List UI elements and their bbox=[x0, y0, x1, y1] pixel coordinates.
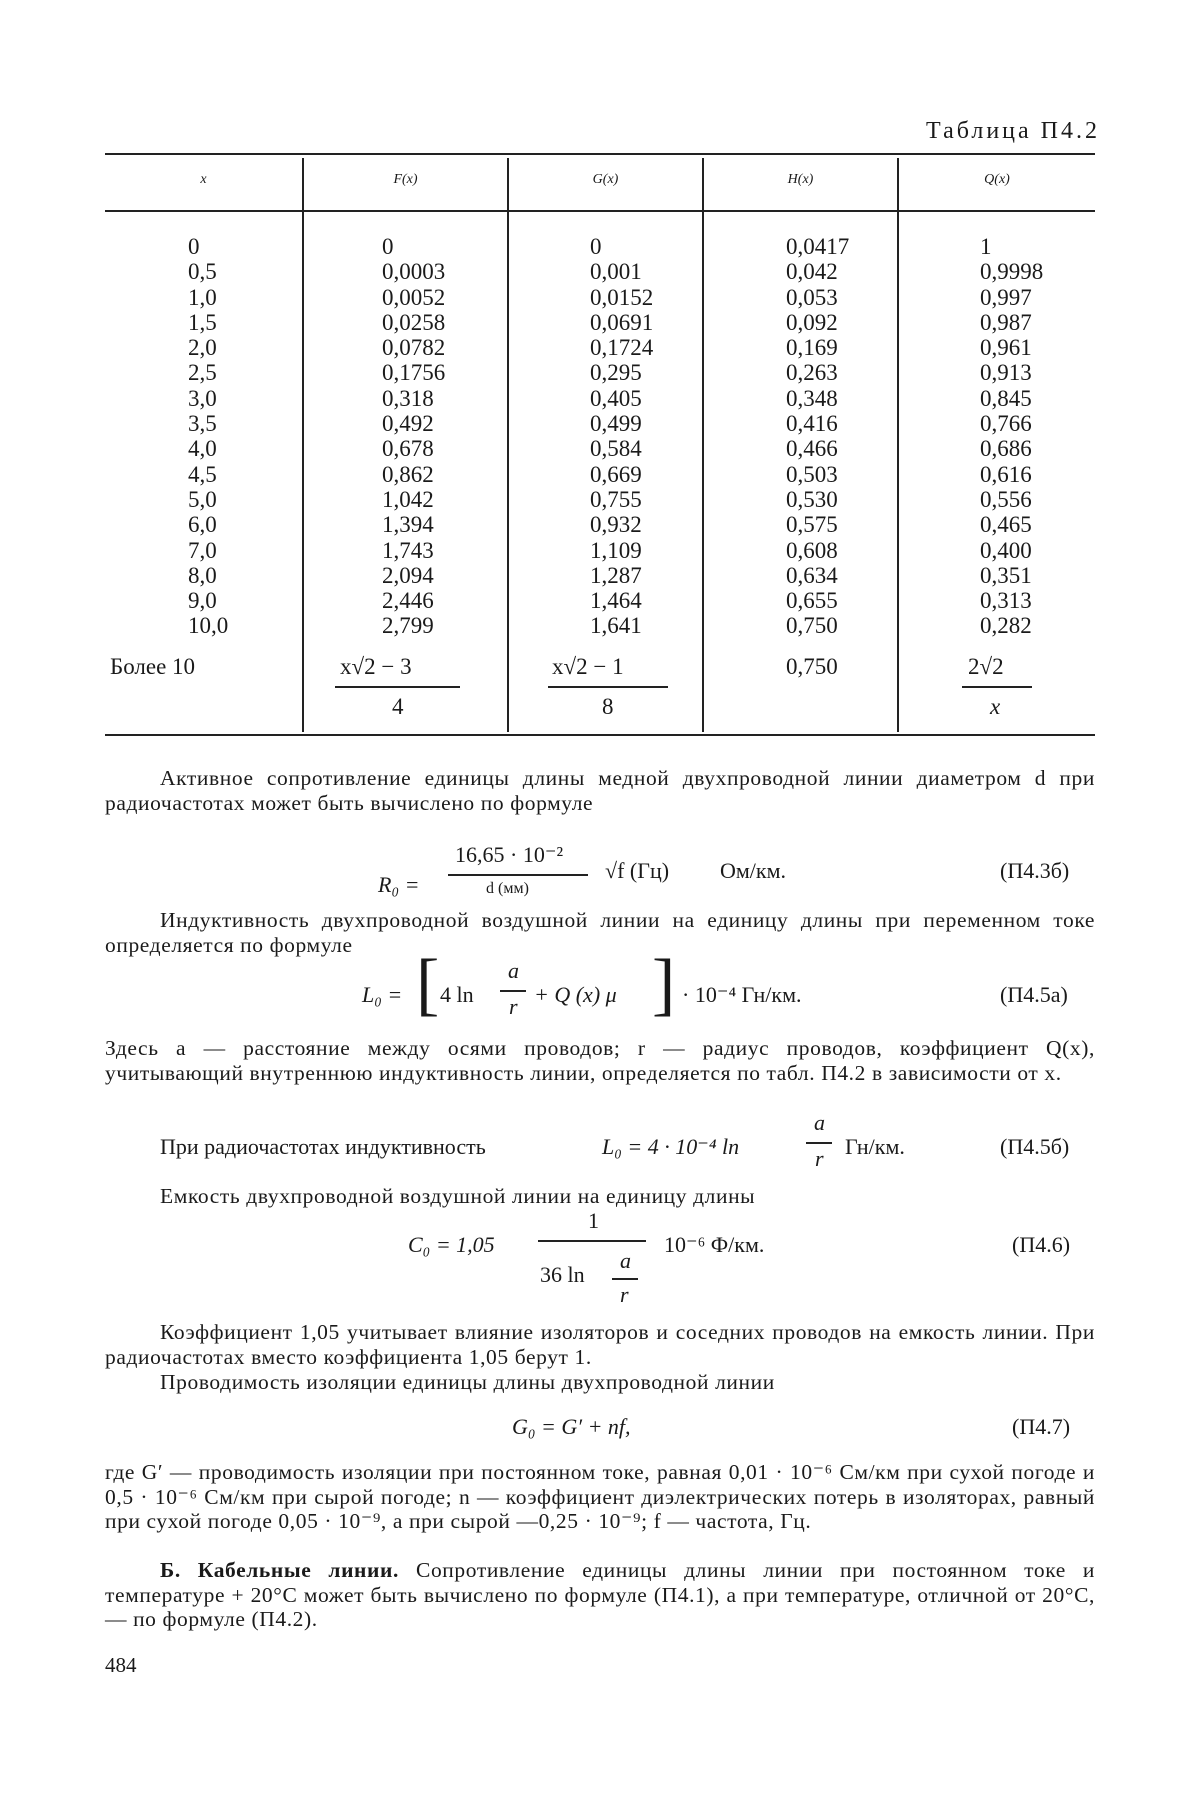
table-bottom-rule bbox=[105, 734, 1095, 736]
table-cell: 0,405 bbox=[590, 386, 653, 411]
formula-5a-right-bracket: ] bbox=[652, 950, 675, 1020]
table-cell: 1,287 bbox=[590, 563, 653, 588]
formula-6-denominator: 36 ln bbox=[540, 1262, 585, 1288]
formula-7-number: (П4.7) bbox=[1012, 1414, 1070, 1440]
table-cell: 6,0 bbox=[188, 512, 228, 537]
table-cell: 0,042 bbox=[786, 259, 849, 284]
table-cell: 0 bbox=[590, 234, 653, 259]
table-cell: 0,634 bbox=[786, 563, 849, 588]
table-cell: 0,503 bbox=[786, 462, 849, 487]
table-cell: 0,0052 bbox=[382, 285, 445, 310]
table-cell: 0,1724 bbox=[590, 335, 653, 360]
table-cell: 0,1756 bbox=[382, 360, 445, 385]
more-Q-denominator: x bbox=[990, 694, 1000, 720]
table-cell: 4,5 bbox=[188, 462, 228, 487]
table-cell: 0,961 bbox=[980, 335, 1043, 360]
column-G bbox=[590, 234, 653, 639]
table-cell: 0 bbox=[188, 234, 228, 259]
formula-5a-unit: · 10⁻⁴ Гн/км. bbox=[682, 982, 802, 1008]
table-cell: 0,530 bbox=[786, 487, 849, 512]
formula-5a-lhs: L₀ = bbox=[362, 982, 402, 1008]
formula-5a-ln: 4 ln bbox=[440, 982, 474, 1008]
formula-6-lhs: C₀ = 1,05 bbox=[408, 1232, 495, 1258]
formula-5a-fraction-bar bbox=[500, 990, 526, 992]
column-F bbox=[382, 234, 445, 639]
table-cell: 0,001 bbox=[590, 259, 653, 284]
formula-6-fraction-bar bbox=[538, 1240, 646, 1242]
formula-5b-lhs: L₀ = 4 · 10⁻⁴ ln bbox=[602, 1134, 739, 1160]
table-cell: 0,0417 bbox=[786, 234, 849, 259]
section-heading-cable: Б. Кабельные линии. bbox=[160, 1558, 399, 1582]
formula-5a-tail: + Q (x) μ bbox=[534, 982, 617, 1008]
table-cell: 2,0 bbox=[188, 335, 228, 360]
more-Q-fraction-bar bbox=[962, 686, 1032, 688]
table-cell: 1,394 bbox=[382, 512, 445, 537]
table-cell: 0,313 bbox=[980, 588, 1043, 613]
table-cell: 3,0 bbox=[188, 386, 228, 411]
table-cell: 2,5 bbox=[188, 360, 228, 385]
formula-5b-text: При радиочастотах индуктивность bbox=[160, 1134, 486, 1160]
header-x: x bbox=[105, 172, 302, 188]
formula-5b-fraction-bar bbox=[806, 1142, 832, 1144]
table-cell: 0,0258 bbox=[382, 310, 445, 335]
table-cell: 0,0691 bbox=[590, 310, 653, 335]
table-cell: 0 bbox=[382, 234, 445, 259]
formula-6-numerator: 1 bbox=[588, 1208, 599, 1234]
table-cell: 0,997 bbox=[980, 285, 1043, 310]
paragraph-definitions: Здесь a — расстояние между осями проводов; r — радиус проводов, коэффициент Q(x), учитывающий внутреннюю индуктивность линии, определяется по табл. П4.2 в зависимости от x. bbox=[105, 1036, 1095, 1085]
table-cell: 0,584 bbox=[590, 436, 653, 461]
paragraph-cable-text: Сопротивление единицы длины линии при постоянном токе и температуре + 20°С может быть вычислено по формуле (П4.1), а при температуре, отличной от 20°С, — по формуле (П4.2). bbox=[105, 1558, 1095, 1631]
table-col-divider bbox=[897, 158, 899, 732]
table-col-divider bbox=[702, 158, 704, 732]
table-cell: 0,987 bbox=[980, 310, 1043, 335]
table-cell: 1,743 bbox=[382, 538, 445, 563]
table-cell: 0,766 bbox=[980, 411, 1043, 436]
column-H bbox=[786, 234, 849, 639]
column-x bbox=[188, 234, 228, 639]
table-cell: 2,446 bbox=[382, 588, 445, 613]
table-cell: 1,5 bbox=[188, 310, 228, 335]
formula-5a-left-bracket: [ bbox=[416, 950, 439, 1020]
formula-36-fraction-bar bbox=[448, 874, 588, 876]
table-cell: 1,464 bbox=[590, 588, 653, 613]
column-Q bbox=[980, 234, 1043, 639]
table-cell: 0,9998 bbox=[980, 259, 1043, 284]
formula-36-unit: Ом/км. bbox=[720, 858, 786, 884]
table-top-rule bbox=[105, 153, 1095, 155]
header-Q: Q(x) bbox=[899, 172, 1095, 188]
table-cell: 0,263 bbox=[786, 360, 849, 385]
header-H: H(x) bbox=[704, 172, 897, 188]
table-cell: 0,750 bbox=[786, 613, 849, 638]
more-F-numerator: x√2 − 3 bbox=[340, 654, 412, 680]
paragraph-resistance: Активное сопротивление единицы длины медной двухпроводной линии диаметром d при радиочастотах может быть вычислено по формуле bbox=[105, 766, 1095, 815]
formula-6-a: a bbox=[620, 1248, 631, 1274]
formula-5a-number: (П4.5а) bbox=[1000, 982, 1068, 1008]
more-Q-numerator: 2√2 bbox=[968, 654, 1004, 680]
table-cell: 2,094 bbox=[382, 563, 445, 588]
table-cell: 7,0 bbox=[188, 538, 228, 563]
table-cell: 0,686 bbox=[980, 436, 1043, 461]
header-G: G(x) bbox=[509, 172, 702, 188]
table-cell: 5,0 bbox=[188, 487, 228, 512]
formula-36-denominator: d (мм) bbox=[486, 880, 529, 898]
header-F: F(x) bbox=[304, 172, 507, 188]
formula-6-inner-bar bbox=[612, 1278, 638, 1280]
formula-5b-r: r bbox=[815, 1146, 824, 1172]
table-cell: 0,400 bbox=[980, 538, 1043, 563]
table-col-divider bbox=[507, 158, 509, 732]
table-cell: 1,641 bbox=[590, 613, 653, 638]
table-cell: 0,169 bbox=[786, 335, 849, 360]
table-cell: 0,318 bbox=[382, 386, 445, 411]
table-cell: 0,092 bbox=[786, 310, 849, 335]
table-cell: 0,295 bbox=[590, 360, 653, 385]
table-cell: 0,575 bbox=[786, 512, 849, 537]
table-cell: 0,465 bbox=[980, 512, 1043, 537]
table-cell: 0,466 bbox=[786, 436, 849, 461]
formula-36-sqrt: √f (Гц) bbox=[605, 858, 669, 884]
table-cell: 8,0 bbox=[188, 563, 228, 588]
formula-5a-r: r bbox=[509, 994, 518, 1020]
table-cell: 0,678 bbox=[382, 436, 445, 461]
table-cell: 0,755 bbox=[590, 487, 653, 512]
paragraph-cable-lines bbox=[105, 1558, 1095, 1632]
page-number: 484 bbox=[105, 1653, 137, 1678]
more-G-numerator: x√2 − 1 bbox=[552, 654, 624, 680]
paragraph-conductance: Проводимость изоляции единицы длины двухпроводной линии bbox=[105, 1370, 1095, 1395]
table-header-rule bbox=[105, 210, 1095, 212]
more-F-denominator: 4 bbox=[392, 694, 404, 720]
table-cell: 0,862 bbox=[382, 462, 445, 487]
formula-5b-number: (П4.5б) bbox=[1000, 1134, 1069, 1160]
table-caption: Таблица П4.2 bbox=[820, 118, 1100, 145]
more-F-fraction-bar bbox=[335, 686, 460, 688]
formula-6-r: r bbox=[620, 1282, 629, 1308]
table-cell: 0,655 bbox=[786, 588, 849, 613]
more-G-denominator: 8 bbox=[602, 694, 614, 720]
more-G-fraction-bar bbox=[548, 686, 668, 688]
table-cell: 0,556 bbox=[980, 487, 1043, 512]
table-cell: 0,351 bbox=[980, 563, 1043, 588]
table-cell: 0,416 bbox=[786, 411, 849, 436]
table-cell: 3,5 bbox=[188, 411, 228, 436]
formula-5b-unit: Гн/км. bbox=[845, 1134, 905, 1160]
formula-6-unit: 10⁻⁶ Ф/км. bbox=[664, 1232, 764, 1258]
table-cell: 0,845 bbox=[980, 386, 1043, 411]
formula-36-lhs: R₀ = bbox=[378, 872, 419, 898]
table-cell: 0,5 bbox=[188, 259, 228, 284]
table-cell: 0,499 bbox=[590, 411, 653, 436]
more-label: Более 10 bbox=[110, 654, 195, 680]
table-cell: 2,799 bbox=[382, 613, 445, 638]
table-cell: 0,053 bbox=[786, 285, 849, 310]
paragraph-where: где G′ — проводимость изоляции при постоянном токе, равная 0,01 · 10⁻⁶ См/км при сухой погоде и 0,5 · 10⁻⁶ См/км при сырой погоде; n — коэффициент диэлектрических потерь в изоляторах, равный при сухой погоде 0,05 · 10⁻⁹, а при сырой —0,25 · 10⁻⁹; f — частота, Гц. bbox=[105, 1460, 1095, 1534]
paragraph-coefficient: Коэффициент 1,05 учитывает влияние изоляторов и соседних проводов на емкость линии. При радиочастотах вместо коэффициента 1,05 берут 1. bbox=[105, 1320, 1095, 1369]
more-H-value: 0,750 bbox=[786, 654, 838, 680]
table-cell: 1,042 bbox=[382, 487, 445, 512]
table-cell: 1,109 bbox=[590, 538, 653, 563]
formula-5b-a: a bbox=[814, 1110, 825, 1136]
formula-36-numerator: 16,65 · 10⁻² bbox=[455, 842, 563, 868]
table-cell: 0,492 bbox=[382, 411, 445, 436]
table-cell: 0,913 bbox=[980, 360, 1043, 385]
table-cell: 0,348 bbox=[786, 386, 849, 411]
table-cell: 1 bbox=[980, 234, 1043, 259]
table-cell: 0,608 bbox=[786, 538, 849, 563]
table-cell: 0,0003 bbox=[382, 259, 445, 284]
table-cell: 10,0 bbox=[188, 613, 228, 638]
table-cell: 4,0 bbox=[188, 436, 228, 461]
table-cell: 0,282 bbox=[980, 613, 1043, 638]
table-cell: 9,0 bbox=[188, 588, 228, 613]
formula-36-number: (П4.3б) bbox=[1000, 858, 1069, 884]
table-cell: 0,616 bbox=[980, 462, 1043, 487]
paragraph-capacitance: Емкость двухпроводной воздушной линии на единицу длины bbox=[105, 1184, 1095, 1209]
table-cell: 0,0782 bbox=[382, 335, 445, 360]
table-cell: 0,669 bbox=[590, 462, 653, 487]
formula-5a-a: a bbox=[508, 958, 519, 984]
formula-6-number: (П4.6) bbox=[1012, 1232, 1070, 1258]
table-cell: 1,0 bbox=[188, 285, 228, 310]
table-cell: 0,932 bbox=[590, 512, 653, 537]
formula-7-equation: G₀ = G′ + nf, bbox=[512, 1414, 631, 1440]
paragraph-inductance: Индуктивность двухпроводной воздушной линии на единицу длины при переменном токе определяется по формуле bbox=[105, 908, 1095, 957]
table-col-divider bbox=[302, 158, 304, 732]
table-cell: 0,0152 bbox=[590, 285, 653, 310]
